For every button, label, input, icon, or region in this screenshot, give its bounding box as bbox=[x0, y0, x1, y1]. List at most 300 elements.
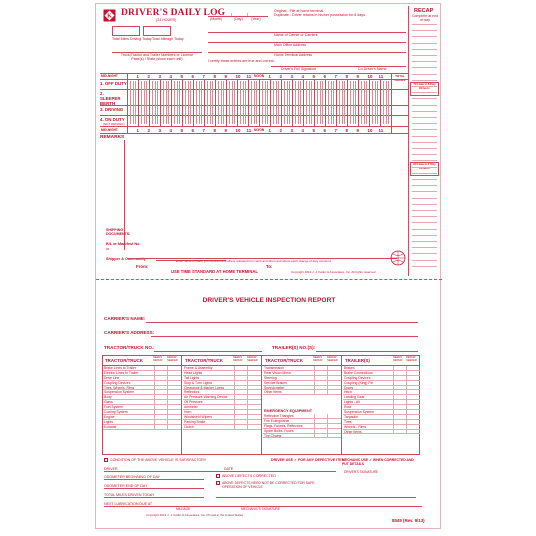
grid-tick bbox=[322, 81, 323, 124]
bl-or-label: or bbox=[106, 247, 110, 251]
midnight-bottom-label: MID-NIGHT bbox=[101, 128, 118, 132]
repair-needed-cell[interactable] bbox=[314, 366, 315, 370]
grid-tick bbox=[336, 79, 337, 126]
repair-needed-cell[interactable] bbox=[234, 371, 235, 375]
needs-repair-cell[interactable] bbox=[247, 381, 248, 385]
recap-line bbox=[412, 216, 437, 217]
repair-needed-cell[interactable] bbox=[314, 381, 315, 385]
needs-repair-cell[interactable] bbox=[167, 390, 168, 394]
inspection-item-label: Speedometer bbox=[264, 385, 285, 390]
needs-repair-cell[interactable] bbox=[406, 376, 407, 380]
grid-tick bbox=[243, 81, 244, 124]
grid-tick bbox=[303, 79, 304, 126]
needs-repair-cell[interactable] bbox=[247, 415, 248, 419]
inspection-item-label: Reflectors bbox=[184, 390, 200, 395]
grid-tick bbox=[248, 79, 249, 126]
inspection-item[interactable] bbox=[103, 425, 181, 430]
grid-tick bbox=[317, 81, 318, 124]
grid-tick bbox=[201, 81, 202, 124]
repair-needed-cell[interactable] bbox=[154, 390, 155, 394]
grid-tick bbox=[237, 79, 238, 126]
drivers-signature-label: DRIVER'S SIGNATURE bbox=[344, 470, 379, 474]
inspection-item-label: Engine bbox=[104, 414, 115, 419]
needs-repair-cell[interactable] bbox=[167, 410, 168, 414]
repair-needed-cell[interactable] bbox=[154, 420, 155, 424]
grid-tick bbox=[245, 81, 246, 124]
hour-label: 9 bbox=[224, 74, 227, 79]
repair-needed-cell[interactable] bbox=[234, 386, 235, 390]
repair-needed-cell[interactable] bbox=[234, 395, 235, 399]
needs-repair-cell[interactable] bbox=[406, 415, 407, 419]
grid-tick bbox=[353, 81, 354, 124]
grid-tick bbox=[273, 81, 274, 124]
hour-label: 2 bbox=[279, 128, 282, 133]
total-miles-label: TOTAL MILES DRIVEN TODAY bbox=[104, 493, 155, 497]
repair-needed-cell[interactable] bbox=[314, 434, 315, 438]
row-off-duty: 1. OFF DUTY bbox=[100, 81, 127, 86]
hour-label: 7 bbox=[334, 74, 337, 79]
grid-tick bbox=[155, 81, 156, 124]
total-miles-box[interactable] bbox=[112, 26, 140, 36]
hour-label: 5 bbox=[180, 128, 183, 133]
repair-needed-cell[interactable] bbox=[154, 425, 155, 429]
inspection-item-label: Reflective Triangles bbox=[264, 414, 294, 418]
needs-repair-cell[interactable] bbox=[247, 425, 248, 429]
hour-label: 1 bbox=[268, 128, 271, 133]
repair-needed-cell[interactable] bbox=[154, 376, 155, 380]
inspection-item-label: Exhaust bbox=[104, 424, 117, 429]
needs-repair-cell[interactable] bbox=[247, 400, 248, 404]
inspection-item-label: Transmission bbox=[264, 366, 285, 370]
grid-tick bbox=[127, 79, 128, 126]
hour-label: 8 bbox=[345, 74, 348, 79]
grid-tick bbox=[289, 81, 290, 124]
needs-repair-cell[interactable] bbox=[247, 371, 248, 375]
repair-needed-cell[interactable] bbox=[314, 414, 315, 418]
hour-label: 8 bbox=[213, 128, 216, 133]
hour-label: 2 bbox=[279, 74, 282, 79]
repair-needed-cell[interactable] bbox=[314, 419, 315, 423]
repair-needed-cell[interactable] bbox=[234, 400, 235, 404]
carrier-label: Name of Carrier or Carriers bbox=[274, 33, 318, 37]
grid-tick bbox=[366, 81, 367, 124]
grid-tick bbox=[342, 81, 343, 124]
needs-repair-cell[interactable] bbox=[406, 420, 407, 424]
repair-needed-cell[interactable] bbox=[234, 420, 235, 424]
shipper-label: Shipper & Commodity bbox=[106, 257, 146, 261]
recap-line bbox=[412, 154, 437, 155]
condition-checkbox[interactable] bbox=[104, 458, 108, 462]
defects-corrected-checkbox[interactable] bbox=[216, 474, 220, 478]
grid-tick bbox=[174, 81, 175, 124]
grid-tick bbox=[149, 79, 150, 126]
col-repair-2: REPAIR NEEDED bbox=[247, 356, 258, 362]
grid-tick bbox=[160, 79, 161, 126]
inspection-item-label: Clearance & Marker Lights bbox=[184, 385, 225, 390]
grid-tick bbox=[276, 81, 277, 124]
repair-needed-cell[interactable] bbox=[393, 371, 394, 375]
needs-repair-cell[interactable] bbox=[247, 410, 248, 414]
grid-tick bbox=[138, 79, 139, 126]
grid-tick bbox=[350, 81, 351, 124]
hour-label: 7 bbox=[334, 128, 337, 133]
needs-repair-cell[interactable] bbox=[247, 420, 248, 424]
inspection-item-label: Coupling (King) Pin bbox=[344, 380, 374, 385]
inspection-item-label: Parking Brake bbox=[184, 419, 206, 424]
grid-ticks bbox=[127, 79, 387, 126]
grid-tick bbox=[168, 81, 169, 124]
grid-tick bbox=[199, 81, 200, 124]
recap-line bbox=[412, 241, 437, 242]
remarks-label: REMARKS bbox=[100, 135, 125, 140]
recap-line bbox=[412, 204, 437, 205]
repair-needed-cell[interactable] bbox=[314, 390, 315, 394]
shipping-label: SHIPPING DOCUMENTS: bbox=[106, 228, 131, 236]
grid-tick bbox=[311, 81, 312, 124]
needs-repair-cell[interactable] bbox=[406, 386, 407, 390]
repair-needed-cell[interactable] bbox=[154, 371, 155, 375]
repair-needed-cell[interactable] bbox=[393, 376, 394, 380]
grid-tick bbox=[179, 81, 180, 124]
needs-repair-cell[interactable] bbox=[327, 434, 328, 438]
needs-repair-cell[interactable] bbox=[167, 386, 168, 390]
grid-tick bbox=[182, 79, 183, 126]
needs-repair-cell[interactable] bbox=[167, 415, 168, 419]
repair-needed-cell[interactable] bbox=[393, 386, 394, 390]
recap-line bbox=[412, 179, 437, 180]
repair-needed-cell[interactable] bbox=[393, 430, 394, 434]
needs-repair-cell[interactable] bbox=[247, 395, 248, 399]
needs-repair-cell[interactable] bbox=[327, 390, 328, 394]
grid-tick bbox=[287, 81, 288, 124]
inspection-item-label: Spare Bulbs, Fuses bbox=[264, 428, 294, 433]
col-tractor-1: TRACTOR/TRUCK bbox=[105, 358, 143, 363]
repair-needed-cell[interactable] bbox=[393, 420, 394, 424]
grid-tick bbox=[347, 79, 348, 126]
needs-repair-cell[interactable] bbox=[406, 410, 407, 414]
needs-repair-cell[interactable] bbox=[167, 420, 168, 424]
grid-tick bbox=[388, 81, 389, 124]
recap-70-label: 70 Hours/ 8 Day Drivers bbox=[413, 82, 436, 90]
grid-tick bbox=[254, 81, 255, 124]
col-repair-3: REPAIR NEEDED bbox=[327, 356, 338, 362]
repair-needed-cell[interactable] bbox=[234, 405, 235, 409]
inspection-item-label: Flags, Fusees, Reflectors bbox=[264, 423, 303, 428]
repair-needed-cell[interactable] bbox=[393, 395, 394, 399]
total-miles-label: Total Miles Driving Today bbox=[112, 37, 152, 41]
needs-repair-cell[interactable] bbox=[247, 390, 248, 394]
needs-repair-cell[interactable] bbox=[167, 405, 168, 409]
hour-label: 8 bbox=[213, 74, 216, 79]
home-terminal-label: Home Terminal Address bbox=[274, 53, 313, 57]
needs-repair-cell[interactable] bbox=[167, 400, 168, 404]
inspection-item-label: Head Lights bbox=[184, 370, 203, 375]
repair-needed-cell[interactable] bbox=[234, 425, 235, 429]
needs-repair-cell[interactable] bbox=[167, 376, 168, 380]
recap-line bbox=[412, 136, 437, 137]
needs-repair-cell[interactable] bbox=[327, 429, 328, 433]
needs-repair-cell[interactable] bbox=[167, 425, 168, 429]
repair-needed-cell[interactable] bbox=[393, 366, 394, 370]
col-tractor-3: TRACTOR/TRUCK bbox=[265, 358, 303, 363]
hour-label: 8 bbox=[345, 128, 348, 133]
needs-repair-cell[interactable] bbox=[406, 430, 407, 434]
inspection-item[interactable] bbox=[183, 425, 261, 430]
grid-tick bbox=[270, 79, 271, 126]
recap-line bbox=[412, 67, 437, 68]
grid-tick bbox=[207, 81, 208, 124]
inspection-item-label: Landing Gear bbox=[344, 395, 365, 400]
needs-repair-cell[interactable] bbox=[327, 419, 328, 423]
needs-repair-cell[interactable] bbox=[167, 366, 168, 370]
recap-line bbox=[412, 142, 437, 143]
grid-tick bbox=[177, 81, 178, 124]
recap-title: RECAP bbox=[414, 8, 434, 14]
log-subtitle: (24 HOURS) bbox=[156, 18, 177, 22]
grid-tick bbox=[223, 81, 224, 124]
grid-tick bbox=[146, 81, 147, 124]
grid-tick bbox=[262, 81, 263, 124]
grid-tick bbox=[226, 79, 227, 126]
repair-needed-cell[interactable] bbox=[314, 424, 315, 428]
needs-repair-cell[interactable] bbox=[247, 386, 248, 390]
needs-repair-cell[interactable] bbox=[327, 366, 328, 370]
grid-tick bbox=[190, 81, 191, 124]
log-title: DRIVER'S DAILY LOG bbox=[121, 8, 226, 18]
original-note: Original - File at home terminal. bbox=[274, 9, 325, 13]
repair-needed-cell[interactable] bbox=[234, 376, 235, 380]
needs-repair-cell[interactable] bbox=[247, 366, 248, 370]
grid-tick bbox=[391, 79, 392, 126]
inspection-item-label: Clutch bbox=[184, 424, 194, 429]
grid-tick bbox=[188, 81, 189, 124]
grid-tick bbox=[344, 81, 345, 124]
condition-label: CONDITION OF THE ABOVE VEHICLE IS SATISFACTORY bbox=[110, 458, 207, 462]
hour-label: 1 bbox=[136, 128, 139, 133]
needs-repair-cell[interactable] bbox=[327, 371, 328, 375]
grid-tick bbox=[221, 81, 222, 124]
hour-label: 11 bbox=[378, 128, 384, 133]
repair-needed-cell[interactable] bbox=[234, 381, 235, 385]
inspection-item-label: Stop & Turn Lights bbox=[184, 380, 212, 385]
repair-needed-cell[interactable] bbox=[393, 405, 394, 409]
codriver-label: Co-Driver's Name bbox=[358, 67, 387, 71]
form-number: 8549 (Rev. 9/13) bbox=[392, 518, 425, 523]
repair-needed-cell[interactable] bbox=[154, 410, 155, 414]
repair-needed-cell[interactable] bbox=[314, 429, 315, 433]
inspection-item-label: Tires, Wheels, Rims bbox=[104, 385, 135, 390]
hour-label: 6 bbox=[323, 74, 326, 79]
grid-tick bbox=[259, 79, 260, 126]
inspection-item-label: Body bbox=[104, 395, 112, 400]
repair-needed-cell[interactable] bbox=[393, 381, 394, 385]
repair-needed-cell[interactable] bbox=[393, 400, 394, 404]
repair-needed-cell[interactable] bbox=[314, 376, 315, 380]
recap-line bbox=[412, 43, 437, 44]
total-mileage-box[interactable] bbox=[143, 26, 171, 36]
on-duty-sub: (NOT DRIVING) bbox=[103, 122, 125, 126]
inspection-item[interactable] bbox=[343, 430, 420, 435]
inspection-item-label: Suspension System bbox=[104, 390, 134, 395]
recap-line bbox=[412, 266, 437, 267]
hour-label: 7 bbox=[202, 128, 205, 133]
truck-numbers-label: Truck/Tractor and Trailer Numbers or License Plate(s) / State (show each unit) bbox=[120, 53, 194, 61]
grid-tick bbox=[309, 81, 310, 124]
inspection-item-label: Horn bbox=[184, 410, 192, 415]
needs-repair-cell[interactable] bbox=[327, 414, 328, 418]
repair-needed-cell[interactable] bbox=[154, 386, 155, 390]
inspection-item-label: Frame & Assembly bbox=[184, 366, 213, 370]
needs-repair-cell[interactable] bbox=[406, 381, 407, 385]
tractor-no-label: TRACTOR/TRUCK NO.: bbox=[104, 345, 155, 350]
grid-tick bbox=[377, 81, 378, 124]
recap-line bbox=[412, 229, 437, 230]
grid-tick bbox=[355, 81, 356, 124]
row-sleeper: 2. SLEEPER BERTH bbox=[100, 91, 121, 106]
repair-needed-cell[interactable] bbox=[154, 415, 155, 419]
repair-needed-cell[interactable] bbox=[154, 366, 155, 370]
grid-tick bbox=[267, 81, 268, 124]
defects-corrected-label: ABOVE DEFECTS CORRECTED bbox=[222, 474, 276, 478]
certify-label: I certify these entries are true and correct: bbox=[208, 59, 275, 63]
needs-repair-cell[interactable] bbox=[327, 424, 328, 428]
hour-label: 5 bbox=[312, 74, 315, 79]
repair-needed-cell[interactable] bbox=[393, 425, 394, 429]
inspection-item-label: Lights - All bbox=[344, 400, 360, 405]
emergency-items-list bbox=[263, 414, 341, 438]
hour-label: 7 bbox=[202, 74, 205, 79]
grid-tick bbox=[133, 81, 134, 124]
row-on-duty: 4. ON DUTY bbox=[100, 117, 125, 122]
recap-line bbox=[412, 105, 437, 106]
svg-text:K: K bbox=[107, 13, 112, 20]
needs-repair-cell[interactable] bbox=[406, 405, 407, 409]
inspection-item-label: Tarpaulin bbox=[344, 414, 358, 419]
needs-repair-cell[interactable] bbox=[327, 386, 328, 390]
grid-tick bbox=[369, 79, 370, 126]
repair-needed-cell[interactable] bbox=[154, 395, 155, 399]
inspection-item-label: Ammeter bbox=[184, 405, 198, 410]
inspection-item[interactable] bbox=[263, 390, 341, 395]
duplicate-note: Duplicate - Driver retains in his/her possession for 8 days. bbox=[274, 13, 366, 17]
inspection-item-label: Fire Extinguisher bbox=[264, 418, 290, 423]
repair-needed-cell[interactable] bbox=[154, 381, 155, 385]
repair-needed-cell[interactable] bbox=[154, 400, 155, 404]
needs-repair-cell[interactable] bbox=[327, 376, 328, 380]
repair-needed-cell[interactable] bbox=[234, 410, 235, 414]
needs-repair-cell[interactable] bbox=[406, 390, 407, 394]
needs-repair-cell[interactable] bbox=[406, 371, 407, 375]
repair-needed-cell[interactable] bbox=[314, 386, 315, 390]
globe-icon bbox=[390, 250, 406, 266]
mileage-label: MILEAGE bbox=[176, 507, 191, 511]
repair-needed-cell[interactable] bbox=[393, 415, 394, 419]
needs-repair-cell[interactable] bbox=[406, 400, 407, 404]
hour-label: 9 bbox=[356, 128, 359, 133]
col-repair-1: REPAIR NEEDED bbox=[167, 356, 178, 362]
hour-label: 6 bbox=[191, 74, 194, 79]
grid-tick bbox=[196, 81, 197, 124]
repair-needed-cell[interactable] bbox=[154, 405, 155, 409]
grid-tick bbox=[215, 79, 216, 126]
needs-repair-cell[interactable] bbox=[167, 395, 168, 399]
needs-repair-cell[interactable] bbox=[247, 376, 248, 380]
hour-labels-bottom bbox=[127, 128, 391, 133]
inspection-item-label: Air Pressure Warning Device bbox=[184, 395, 228, 400]
needs-repair-cell[interactable] bbox=[247, 405, 248, 409]
inspection-item-label: Electric Lines to Trailer bbox=[104, 370, 139, 375]
inspection-item-label: Drive Line bbox=[104, 375, 120, 380]
grid-tick bbox=[135, 81, 136, 124]
needs-repair-cell[interactable] bbox=[406, 395, 407, 399]
repair-needed-cell[interactable] bbox=[393, 410, 394, 414]
needs-repair-cell[interactable] bbox=[167, 381, 168, 385]
recap-60-label: 60 Hours/ 7 Day Drivers bbox=[413, 162, 436, 170]
driver-label: DRIVER bbox=[104, 467, 118, 471]
grid-tick bbox=[292, 79, 293, 126]
hour-label: NOON bbox=[254, 74, 265, 78]
hour-label: 10 bbox=[235, 74, 241, 79]
needs-repair-cell[interactable] bbox=[406, 425, 407, 429]
emergency-title: EMERGENCY EQUIPMENT bbox=[264, 409, 313, 413]
time-standard-label: USE TIME STANDARD AT HOME TERMINAL bbox=[171, 269, 258, 274]
col-ok-1: NEEDS REPAIR bbox=[153, 356, 163, 362]
repair-needed-cell[interactable] bbox=[234, 390, 235, 394]
hour-label: 5 bbox=[312, 128, 315, 133]
recap-line bbox=[412, 55, 437, 56]
repair-needed-cell[interactable] bbox=[234, 415, 235, 419]
hour-label: 1 bbox=[268, 74, 271, 79]
inspection-item-label: Doors bbox=[344, 385, 354, 390]
grid-tick bbox=[328, 81, 329, 124]
hour-label: 4 bbox=[301, 128, 304, 133]
recap-line bbox=[412, 173, 437, 174]
repair-needed-cell[interactable] bbox=[314, 371, 315, 375]
needs-repair-cell[interactable] bbox=[327, 381, 328, 385]
dvir-footer: Copyright 2013 J. J. Keller & Associates, Inc. Printed in the United States bbox=[146, 513, 244, 517]
hour-label: 2 bbox=[147, 128, 150, 133]
inspection-item-label: Roof bbox=[344, 405, 352, 410]
inspection-item[interactable] bbox=[263, 434, 341, 439]
grid-tick bbox=[281, 79, 282, 126]
repair-needed-cell[interactable] bbox=[393, 390, 394, 394]
date-label: DATE bbox=[224, 467, 234, 471]
row-driving: 3. DRIVING bbox=[100, 107, 124, 112]
grid-tick bbox=[358, 79, 359, 126]
grid-tick bbox=[331, 81, 332, 124]
grid-tick bbox=[256, 81, 257, 124]
hour-label: 11 bbox=[246, 74, 252, 79]
inspection-item-label: Coupling Devices bbox=[344, 375, 371, 380]
grid-tick bbox=[204, 79, 205, 126]
grid-tick bbox=[284, 81, 285, 124]
hour-label: 3 bbox=[290, 74, 293, 79]
date-year-label: (Year) bbox=[251, 17, 261, 21]
inspection-item-label: Oil Pressure bbox=[184, 400, 203, 405]
recap-line bbox=[412, 86, 437, 87]
needs-repair-cell[interactable] bbox=[167, 371, 168, 375]
grid-tick bbox=[298, 81, 299, 124]
defects-not-corrected-checkbox[interactable] bbox=[216, 481, 220, 485]
hour-label: 5 bbox=[180, 74, 183, 79]
grid-tick bbox=[157, 81, 158, 124]
recap-line bbox=[412, 117, 437, 118]
inspection-item-label: Other Items bbox=[344, 429, 362, 434]
repair-needed-cell[interactable] bbox=[234, 366, 235, 370]
trailer-items-list bbox=[343, 366, 420, 434]
recap-line bbox=[412, 260, 437, 261]
needs-repair-cell[interactable] bbox=[406, 366, 407, 370]
